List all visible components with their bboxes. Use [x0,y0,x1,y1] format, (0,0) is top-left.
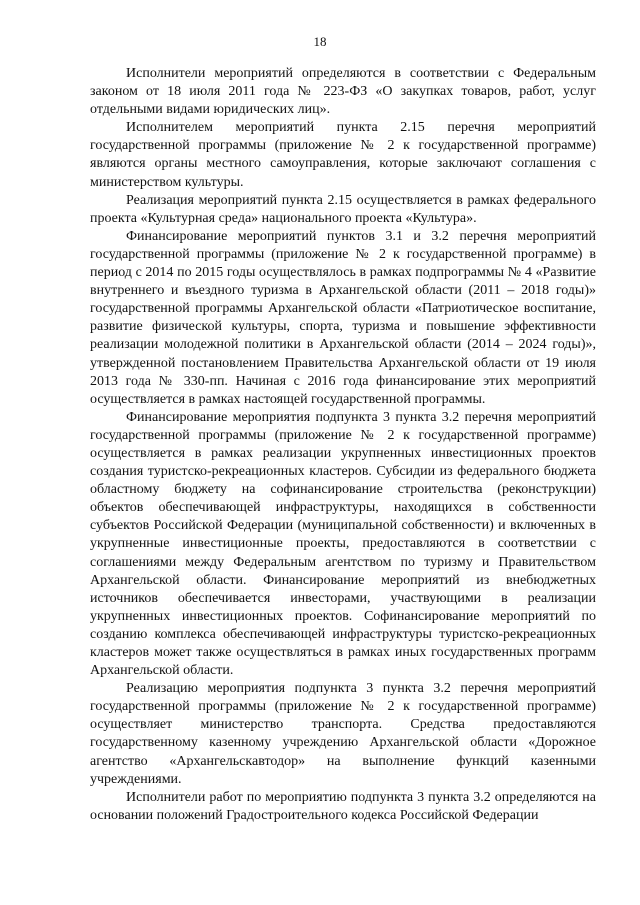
paragraph-subitem-3-financing: Финансирование мероприятия подпункта 3 пункта 3.2 перечня мероприятий государственной программы (приложение № 2 к государственной программе) осуществляется в рамках реализации укрупненных инвестиционных проектов создания туристско-рекреационных кластеров. Субсидии из федерального бюджета областному бюджету на софинансирование строительства (реконструкции) объектов обеспечивающей инфраструктуры, находящихся в собственности субъектов Российской Федерации (муниципальной собственности) и включенных в укрупненные инвестиционные проекты, предоставляются в соответствии с соглашениями между Федеральным агентством по туризму и Правительством Архангельской области. Финансирование мероприятий из внебюджетных источников обеспечивается инвесторами, участвующими в реализации укрупненных инвестиционных проектов. Софинансирование мероприятий по созданию комплекса обеспечивающей инфраструктуры туристско-рекреационных кластеров может также осуществляться в рамках иных государственных программ Архангельской области. [90,409,596,679]
paragraph-item-2-15-implementation: Реализация мероприятий пункта 2.15 осуществляется в рамках федерального проекта «Культурная среда» национального проекта «Культура». [90,192,596,226]
paragraph-item-2-15-executors: Исполнителем мероприятий пункта 2.15 перечня мероприятий государственной программы (приложение № 2 к государственной программе) являются органы местного самоуправления, которые заключают соглашения с министерством культуры. [90,120,596,190]
document-body [90,65,596,825]
paragraph-subitem-3-implementation: Реализацию мероприятия подпункта 3 пункта 3.2 перечня мероприятий государственной программы (приложение № 2 к государственной программе) осуществляет министерство транспорта. Средства предоставляются государственному казенному учреждению Архангельской области «Дорожное агентство «Архангельскавтодор» на выполнение функций казенными учреждениями. [90,681,596,787]
paragraph-contractors: Исполнители мероприятий определяются в соответствии с Федеральным законом от 18 июля 2011 года № 223-ФЗ «О закупках товаров, работ, услуг отдельными видами юридических лиц». [90,66,596,118]
page-number: 18 [313,34,327,49]
paragraph-items-3-1-3-2-financing: Финансирование мероприятий пунктов 3.1 и 3.2 перечня мероприятий государственной программы (приложение № 2 к государственной программе) в период с 2014 по 2015 годы осуществлялось в рамках подпрограммы № 4 «Развитие внутреннего и въездного туризма в Архангельской области (2011 – 2018 годы)» государственной программы Архангельской области «Патриотическое воспитание, развитие физической культуры, спорта, туризма и повышение эффективности реализации молодежной политики в Архангельской области (2014 – 2024 годы)», утвержденной постановлением Правительства Архангельской области от 19 июля 2013 года № 330-пп. Начиная с 2016 года финансирование этих мероприятий осуществляется в рамках настоящей государственной программы. [90,228,596,407]
paragraph-subitem-3-contractors: Исполнители работ по мероприятию подпункта 3 пункта 3.2 определяются на основании положений Градостроительного кодекса Российской Федерации [90,789,596,823]
